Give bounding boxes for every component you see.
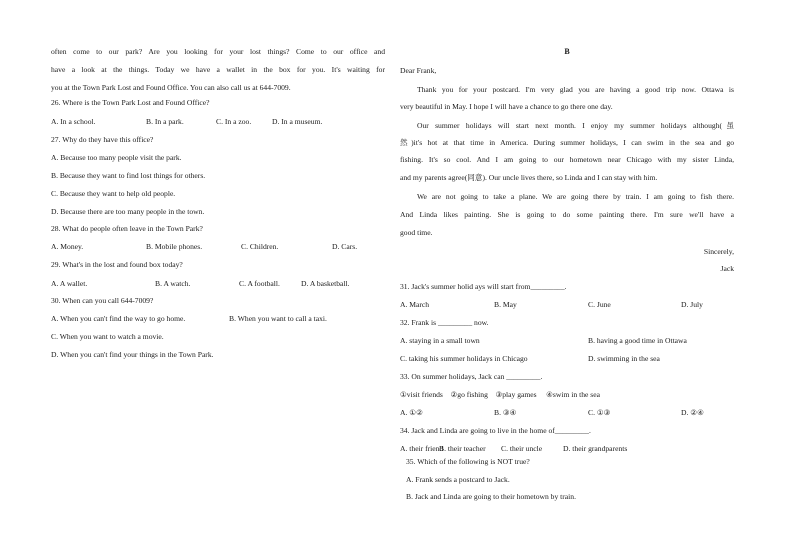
option: C. When you want to watch a movie. [51,332,164,341]
option: A. Frank sends a postcard to Jack. [406,475,510,484]
letter-signature: Jack [720,264,734,273]
letter-closing: Sincerely, [703,247,734,256]
option: D. Because there are too many people in the town. [51,207,205,216]
option: C. Because they want to help old people. [51,189,176,198]
question-28-stem: 28. What do people often leave in the Town Park? [51,224,203,233]
option: A. staying in a small town [400,336,480,345]
option: A. March [400,300,430,309]
letter-line: fishing. It's so cool. And I am going to our hometown near Chicago with my sister Linda, [400,155,734,164]
question-34-options [400,444,627,454]
letter-line: We are not going to take a plane. We are going there by train. I am going to fish there. [417,192,734,201]
question-32-options-row1 [400,336,687,346]
option: D. When you can't find your things in the Town Park. [51,350,214,359]
option: D. their grandparents [563,444,628,453]
letter-salutation: Dear Frank, [400,66,437,75]
question-30-options [51,314,327,324]
passage-line: you at the Town Park Lost and Found Office. You can also call us at 644-7009. [51,83,291,92]
option: B. Jack and Linda are going to their hometown by train. [406,492,576,501]
option: B. In a park. [146,117,184,126]
option: C. ①③ [588,408,611,417]
option: B. their teacher [439,444,486,453]
question-29-stem: 29. What's in the lost and found box today? [51,260,183,269]
option: A. When you can't find the way to go home. [51,314,186,323]
option: B. A watch. [155,279,191,288]
option: D. A basketball. [301,279,350,288]
question-34-stem: 34. Jack and Linda are going to live in the home of_________. [400,426,591,435]
option: C. taking his summer holidays in Chicago [400,354,528,363]
question-32-options-row2 [400,354,660,364]
option: A. Money. [51,242,84,251]
option: B. Mobile phones. [146,242,203,251]
option: C. their uncle [501,444,543,453]
question-35-stem: 35. Which of the following is NOT true? [406,457,530,466]
option: D. ②④ [681,408,704,417]
option: A. In a school. [51,117,96,126]
letter-line: And Linda likes painting. She is going to do some painting there. I'm sure we'll have a [400,210,734,219]
option: C. A football. [239,279,280,288]
option: D. Cars. [332,242,358,251]
option: B. May [494,300,517,309]
question-27-stem: 27. Why do they have this office? [51,135,154,144]
question-33-choices: ①visit friends ②go fishing ③play games ④swim in the sea [400,390,600,399]
question-31-options [400,300,703,310]
option: C. In a zoo. [216,117,252,126]
question-29-options [51,279,350,289]
letter-line: very beautiful in May. I hope I will have a chance to go there one day. [400,102,613,111]
letter-line: and my parents agree(同意). Our uncle lives there, so Linda and I can stay with him. [400,173,658,182]
question-31-stem: 31. Jack's summer holid ays will start from_________. [400,282,567,291]
option: C. Children. [241,242,279,251]
question-28-options [51,242,357,252]
passage-line: have a look at the things. Today we have a wallet in the box for you. It's waiting for [51,65,385,74]
passage-line: often come to our park? Are you looking for your lost things? Come to our office and [51,47,385,56]
option: B. When you want to call a taxi. [229,314,327,323]
question-26-options [51,117,322,127]
letter-line: Our summer holidays will start next month. I enjoy my summer holidays although(虽 [417,121,734,130]
option: A. their friend [400,444,444,453]
option: B. ③④ [494,408,517,417]
question-33-stem: 33. On summer holidays, Jack can _________. [400,372,543,381]
letter-line: Thank you for your postcard. I'm very glad you are having a good trip now. Ottawa is [417,85,734,94]
question-30-stem: 30. When can you call 644-7009? [51,296,154,305]
question-32-stem: 32. Frank is _________ now. [400,318,489,327]
option: B. having a good time in Ottawa [588,336,687,345]
question-26-stem: 26. Where is the Town Park Lost and Found Office? [51,98,210,107]
option: A. Because too many people visit the park. [51,153,182,162]
option: A. A wallet. [51,279,88,288]
option: D. In a museum. [272,117,323,126]
option: C. June [588,300,611,309]
option: D. swimming in the sea [588,354,660,363]
option: A. ①② [400,408,423,417]
letter-line: good time. [400,228,433,237]
option: D. July [681,300,703,309]
question-33-options [400,408,704,418]
letter-line: 然)it's hot at that time in America. During summer holidays, I can swim in the sea and go [400,138,734,147]
section-title: B [564,47,570,56]
option: B. Because they want to find lost things for others. [51,171,206,180]
